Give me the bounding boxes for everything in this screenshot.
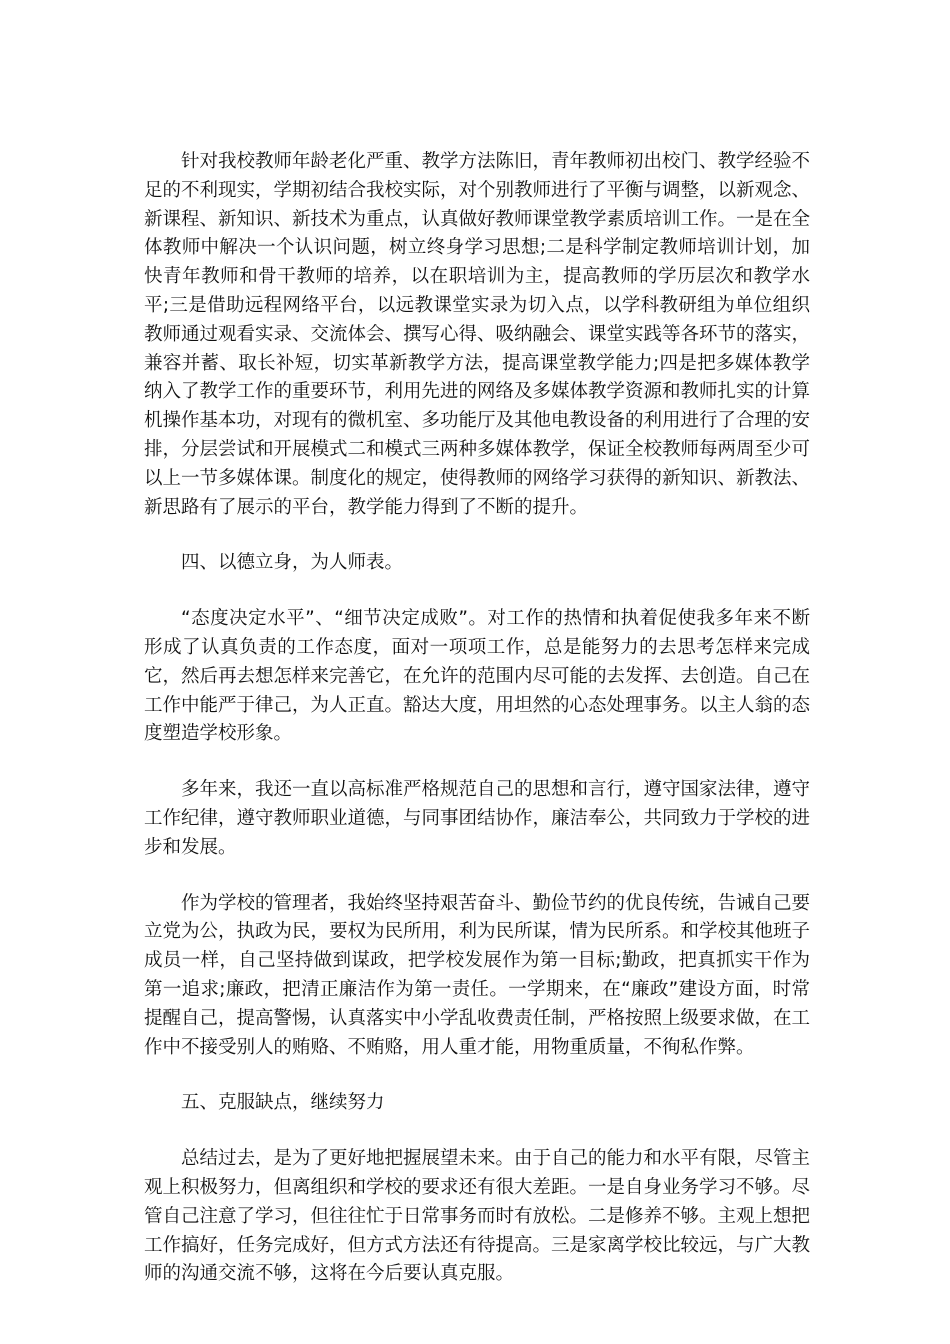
paragraph-spacer bbox=[144, 1118, 810, 1145]
paragraph-management: 作为学校的管理者，我始终坚持艰苦奋斗、勤俭节约的优良传统，告诫自己要立党为公，执政为民，要权为民所用，利为民所谋，情为民所系。和学校其他班子成员一样，自己坚持做到谋政，把学校发展作为第一目标;勤政，把真抓实干作为第一追求;廉政，把清正廉洁作为第一责任。一学期来，在“廉政”建设方面，时常提醒自己，提高警惕，认真落实中小学乱收费责任制，严格按照上级要求做，在工作中不接受别人的贿赂、不贿赂，用人重才能，用物重质量，不徇私作弊。 bbox=[144, 892, 811, 1058]
paragraph-spacer bbox=[144, 522, 810, 549]
paragraph-spacer bbox=[144, 1062, 810, 1089]
paragraph-teacher-training: 针对我校教师年龄老化严重、教学方法陈旧，青年教师初出校门、教学经验不足的不利现实，学期初结合我校实际，对个别教师进行了平衡与调整，以新观念、新课程、新知识、新技术为重点，认真做好教师课堂教学素质培训工作。一是在全体教师中解决一个认识问题，树立终身学习思想;二是科学制定教师培训计划，加快青年教师和骨干教师的培养，以在职培训为主，提高教师的学历层次和教学水平;三是借助远程网络平台，以远教课堂实录为切入点，以学科教研组为单位组织教师通过观看实录、交流体会、撰写心得、吸纳融会、课堂实践等各环节的落实，兼容并蓄、取长补短，切实革新教学方法，提高课堂教学能力;四是把多媒体教学纳入了教学工作的重要环节，利用先进的网络及多媒体教学资源和教师扎实的计算机操作基本功，对现有的微机室、多功能厅及其他电教设备的利用进行了合理的安排，分层尝试和开展模式二和模式三两种多媒体教学，保证全校教师每两周至少可以上一节多媒体课。制度化的规定，使得教师的网络学习获得的新知识、新教法、新思路有了展示的平台，教学能力得到了不断的提升。 bbox=[144, 151, 811, 518]
section-heading-5: 五、克服缺点，继续努力 bbox=[181, 1092, 385, 1114]
section-heading-4: 四、以德立身，为人师表。 bbox=[181, 552, 404, 574]
paragraph-spacer bbox=[144, 749, 810, 776]
paragraph-spacer bbox=[144, 578, 810, 605]
paragraph-summary: 总结过去，是为了更好地把握展望未来。由于自己的能力和水平有限，尽管主观上积极努力，但离组织和学校的要求还有很大差距。一是自身业务学习不够。尽管自己注意了学习，但往往忙于日常事务而时有放松。二是修养不够。主观上想把工作搞好，任务完成好，但方式方法还有待提高。三是家离学校比较远，与广大教师的沟通交流不够，这将在今后要认真克服。 bbox=[144, 1148, 811, 1285]
document-body bbox=[144, 148, 810, 1289]
paragraph-conduct: 多年来，我还一直以高标准严格规范自己的思想和言行，遵守国家法律，遵守工作纪律，遵守教师职业道德，与同事团结协作，廉洁奉公，共同致力于学校的进步和发展。 bbox=[144, 779, 811, 858]
paragraph-attitude: “态度决定水平”、“细节决定成败”。对工作的热情和执着促使我多年来不断形成了认真负责的工作态度，面对一项项工作，总是能努力的去思考怎样来完成它，然后再去想怎样来完善它，在允许的范围内尽可能的去发挥、去创造。自己在工作中能严于律己，为人正直。豁达大度，用坦然的心态处理事务。以主人翁的态度塑造学校形象。 bbox=[144, 608, 811, 745]
paragraph-spacer bbox=[144, 863, 810, 890]
